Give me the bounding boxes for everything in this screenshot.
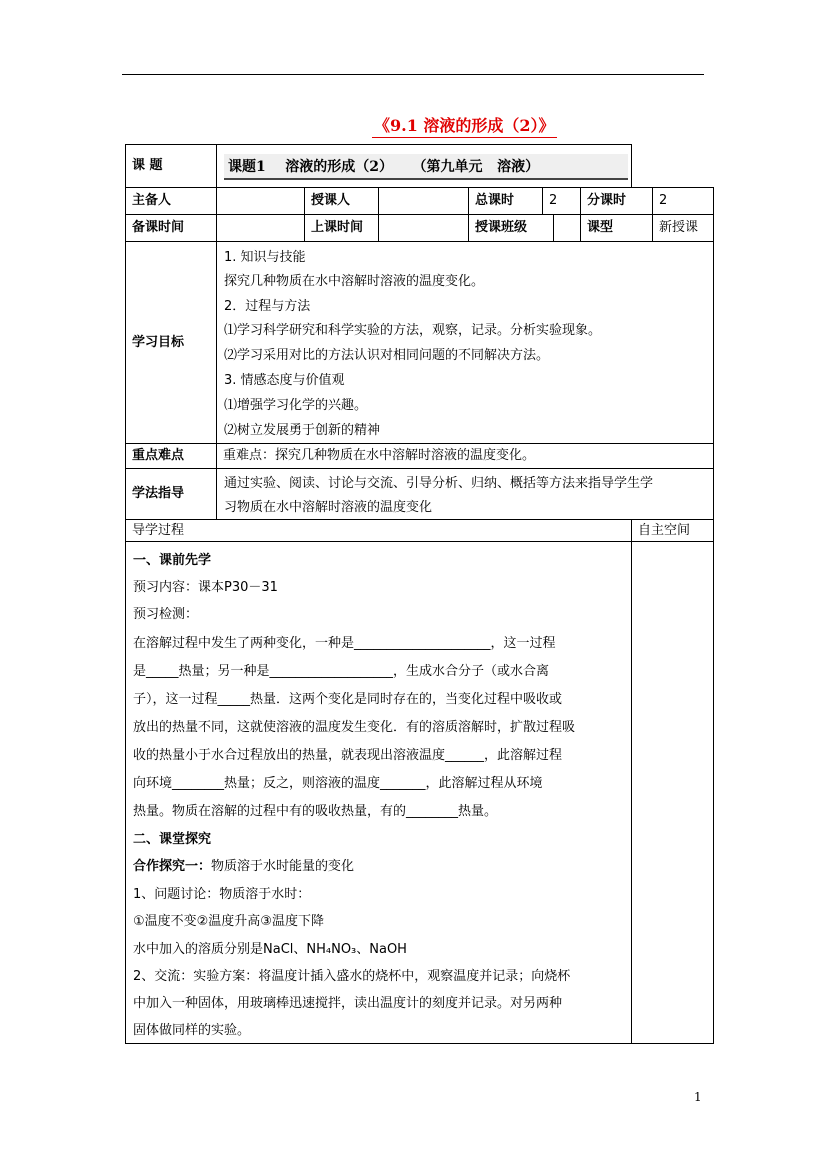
key-points-label: 重点难点 bbox=[125, 443, 217, 469]
body-line: 水中加入的溶质分别是NaCl、NH₄NO₃、NaOH bbox=[133, 942, 407, 957]
class-time-label: 上课时间 bbox=[304, 214, 379, 242]
body-line: 子），这一过程_____热量．这两个变化是同时存在的，当变化过程中吸收或 bbox=[133, 692, 563, 707]
class-time-value bbox=[378, 214, 469, 242]
header-rule bbox=[122, 74, 704, 75]
page-number: 1 bbox=[694, 1090, 702, 1104]
total-hours-value: 2 bbox=[542, 187, 581, 215]
goal-line: ⑴增强学习化学的兴趣。 bbox=[224, 398, 368, 413]
document-title: 《9.1 溶液的形成（2）》 bbox=[372, 113, 557, 138]
sub-hours-label: 分课时 bbox=[580, 187, 653, 215]
inquiry-label: 合作探究一： bbox=[133, 859, 212, 874]
goal-line: 2．过程与方法 bbox=[224, 299, 311, 314]
topic-value: 课题1 溶液的形成（2） （第九单元 溶液） bbox=[224, 154, 628, 180]
class-label: 授课班级 bbox=[468, 214, 554, 242]
host-label: 主备人 bbox=[125, 187, 217, 215]
body-line: 1、问题讨论：物质溶于水时： bbox=[133, 887, 311, 902]
total-hours-label: 总课时 bbox=[468, 187, 543, 215]
body-line: 向环境________热量；反之，则溶液的温度_______，此溶解过程从环境 bbox=[133, 776, 543, 791]
lesson-type-value: 新授课 bbox=[652, 214, 714, 242]
body-line: ①温度不变②温度升高③温度下降 bbox=[133, 914, 324, 929]
goal-line: 探究几种物质在水中溶解时溶液的温度变化。 bbox=[224, 274, 485, 289]
goals-label: 学习目标 bbox=[125, 241, 217, 444]
body-line: 热量。物质在溶解的过程中有的吸收热量，有的________热量。 bbox=[133, 804, 498, 819]
host-value bbox=[216, 187, 305, 215]
topic-label: 课 题 bbox=[125, 144, 217, 188]
goal-line: ⑴学习科学研究和科学实验的方法，观察，记录。分析实验现象。 bbox=[224, 323, 602, 338]
goal-line: 1. 知识与技能 bbox=[224, 250, 306, 265]
prep-time-label: 备课时间 bbox=[125, 214, 217, 242]
teacher-value bbox=[378, 187, 469, 215]
sub-hours-value: 2 bbox=[652, 187, 714, 215]
body-line: 在溶解过程中发生了两种变化，一种是_____________________，这一过程 bbox=[133, 636, 556, 651]
goal-line: ⑵学习采用对比的方法认识对相同问题的不同解决方法。 bbox=[224, 348, 550, 363]
method-line: 习物质在水中溶解时溶液的温度变化 bbox=[224, 500, 433, 515]
inquiry-topic: 物质溶于水时能量的变化 bbox=[211, 859, 355, 874]
body-line: 预习检测： bbox=[133, 607, 199, 622]
body-line: 中加入一种固体，用玻璃棒迅速搅拌，读出温度计的刻度并记录。对另两种 bbox=[133, 996, 563, 1011]
self-space-header: 自主空间 bbox=[631, 519, 714, 542]
body-line: 收的热量小于水合过程放出的热量，就表现出溶液温度______，此溶解过程 bbox=[133, 748, 563, 763]
body-line: 固体做同样的实验。 bbox=[133, 1023, 251, 1038]
method-label: 学法指导 bbox=[125, 468, 217, 520]
lesson-type-label: 课型 bbox=[580, 214, 653, 242]
key-points-value: 重难点：探究几种物质在水中溶解时溶液的温度变化。 bbox=[216, 443, 714, 469]
method-line: 通过实验、阅读、讨论与交流、引导分析、归纳、概括等方法来指导学生学 bbox=[224, 476, 654, 491]
self-space-body bbox=[631, 541, 714, 1044]
section-heading: 一、课前先学 bbox=[133, 553, 212, 568]
goal-line: ⑵树立发展勇于创新的精神 bbox=[224, 423, 381, 438]
teacher-label: 授课人 bbox=[304, 187, 379, 215]
process-header: 导学过程 bbox=[125, 519, 632, 542]
body-line: 是_____热量；另一种是___________________，生成水合分子（或水合离 bbox=[133, 664, 550, 679]
body-line bbox=[133, 857, 354, 877]
body-line: 放出的热量不同，这就使溶液的温度发生变化．有的溶质溶解时，扩散过程吸 bbox=[133, 720, 576, 735]
class-value bbox=[553, 214, 581, 242]
prep-time-value bbox=[216, 214, 305, 242]
goal-line: 3. 情感态度与价值观 bbox=[224, 373, 345, 388]
section-heading: 二、课堂探究 bbox=[133, 832, 212, 847]
body-line: 2、交流：实验方案：将温度计插入盛水的烧杯中，观察温度并记录；向烧杯 bbox=[133, 969, 571, 984]
body-line: 预习内容：课本P30－31 bbox=[133, 580, 278, 595]
